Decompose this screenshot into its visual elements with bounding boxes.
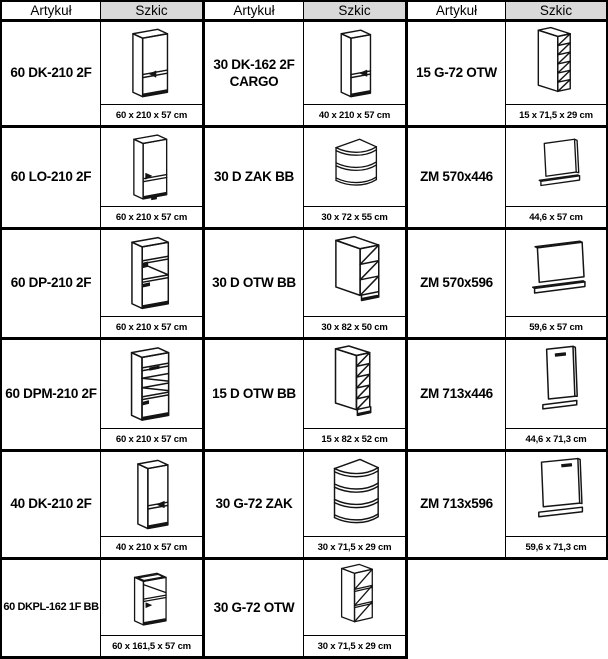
article-cell (0, 452, 101, 560)
base-open-top-sketch (101, 560, 202, 635)
dims-label: 59,6 x 71,3 cm (506, 536, 606, 557)
article-label: 40 DK-210 2F (10, 496, 92, 512)
header-article-1: Artykuł (0, 0, 101, 22)
article-label: 30 D ZAK BB (214, 169, 294, 185)
article-label: 60 DPM-210 2F (5, 386, 97, 402)
article-cell (205, 452, 304, 560)
dims-label: 30 x 72 x 55 cm (304, 206, 405, 227)
article-label: ZM 713x596 (420, 496, 493, 512)
dims-label: 30 x 71,5 x 29 cm (304, 635, 405, 656)
dims-label: 59,6 x 57 cm (506, 316, 606, 337)
header-article-3: Artykuł (408, 0, 506, 22)
article-cell (205, 22, 304, 128)
tall-cabinet-2f-sketch (101, 22, 202, 104)
article-cell (408, 128, 506, 230)
article-label: 60 DP-210 2F (10, 275, 92, 291)
article-cell (205, 230, 304, 340)
dims-label: 30 x 71,5 x 29 cm (304, 536, 405, 557)
article-label: ZM 570x446 (420, 169, 493, 185)
article-cell (205, 128, 304, 230)
article-label: 30 G-72 ZAK (215, 496, 293, 512)
sketch-cell (304, 452, 408, 560)
sketch-cell (304, 128, 408, 230)
article-cell (205, 560, 304, 659)
open-wall-3-sketch (304, 560, 405, 635)
tall-cabinet-dpm-sketch (101, 340, 202, 428)
article-label: 15 D OTW BB (212, 386, 296, 402)
sketch-cell (506, 22, 608, 128)
sketch-cell (304, 22, 408, 128)
dims-label: 60 x 210 x 57 cm (101, 428, 202, 449)
article-label: 15 G-72 OTW (416, 65, 497, 81)
open-shelf-15-sketch (506, 22, 606, 104)
article-cell (0, 128, 101, 230)
dims-label: 15 x 71,5 x 29 cm (506, 104, 606, 125)
dims-label: 60 x 210 x 57 cm (101, 104, 202, 125)
sketch-cell (101, 128, 205, 230)
sketch-cell (101, 340, 205, 452)
article-cell (408, 230, 506, 340)
article-cell (408, 452, 506, 560)
dims-label: 40 x 210 x 57 cm (101, 536, 202, 557)
article-label: 60 DKPL-162 1F BB (3, 601, 99, 614)
dims-label: 15 x 82 x 52 cm (304, 428, 405, 449)
header-article-2: Artykuł (205, 0, 304, 22)
tall-cabinet-dp-sketch (101, 230, 202, 316)
sketch-cell (101, 452, 205, 560)
empty-cell (506, 560, 608, 659)
article-label: 30 G-72 OTW (213, 599, 295, 615)
sketch-cell (304, 560, 408, 659)
dims-label: 60 x 210 x 57 cm (101, 316, 202, 337)
tall-cabinet-cargo-sketch (304, 22, 405, 104)
article-label: 60 DK-210 2F (10, 65, 92, 81)
panel-wide-sketch (506, 230, 606, 316)
open-shelf-15-plinth-sketch (304, 340, 405, 428)
dims-label: 40 x 210 x 57 cm (304, 104, 405, 125)
sketch-cell (304, 230, 408, 340)
article-label: 30 D OTW BB (212, 275, 296, 291)
sketch-cell (506, 230, 608, 340)
article-label: ZM 570x596 (420, 275, 493, 291)
panel-tall-narrow-sketch (506, 340, 606, 428)
article-label: 30 DK-162 2F CARGO (213, 56, 295, 89)
header-sketch-2: Szkic (304, 0, 408, 22)
tall-cabinet-40-sketch (101, 452, 202, 536)
tall-cabinet-lo-sketch (101, 128, 202, 206)
dims-label: 60 x 161,5 x 57 cm (101, 635, 202, 656)
corner-shelf-2-sketch (304, 128, 405, 206)
article-cell (0, 230, 101, 340)
sketch-cell (101, 22, 205, 128)
empty-cell (408, 560, 506, 659)
article-label: 60 LO-210 2F (10, 169, 92, 185)
sketch-cell (506, 340, 608, 452)
dims-label: 60 x 210 x 57 cm (101, 206, 202, 227)
dims-label: 44,6 x 57 cm (506, 206, 606, 227)
sketch-cell (101, 560, 205, 659)
sketch-cell (304, 340, 408, 452)
sketch-cell (506, 128, 608, 230)
sketch-cell (101, 230, 205, 340)
article-cell (408, 22, 506, 128)
panel-tall-wide-sketch (506, 452, 606, 536)
article-cell (408, 340, 506, 452)
article-cell (205, 340, 304, 452)
panel-small-sketch (506, 128, 606, 206)
article-cell (0, 22, 101, 128)
dims-label: 44,6 x 71,3 cm (506, 428, 606, 449)
dims-label: 30 x 82 x 50 cm (304, 316, 405, 337)
article-cell (0, 340, 101, 452)
header-sketch-3: Szkic (506, 0, 608, 22)
sketch-cell (506, 452, 608, 560)
article-label: ZM 713x446 (420, 386, 493, 402)
article-cell (0, 560, 101, 659)
corner-shelf-3-sketch (304, 452, 405, 536)
header-sketch-1: Szkic (101, 0, 205, 22)
open-base-3-sketch (304, 230, 405, 316)
